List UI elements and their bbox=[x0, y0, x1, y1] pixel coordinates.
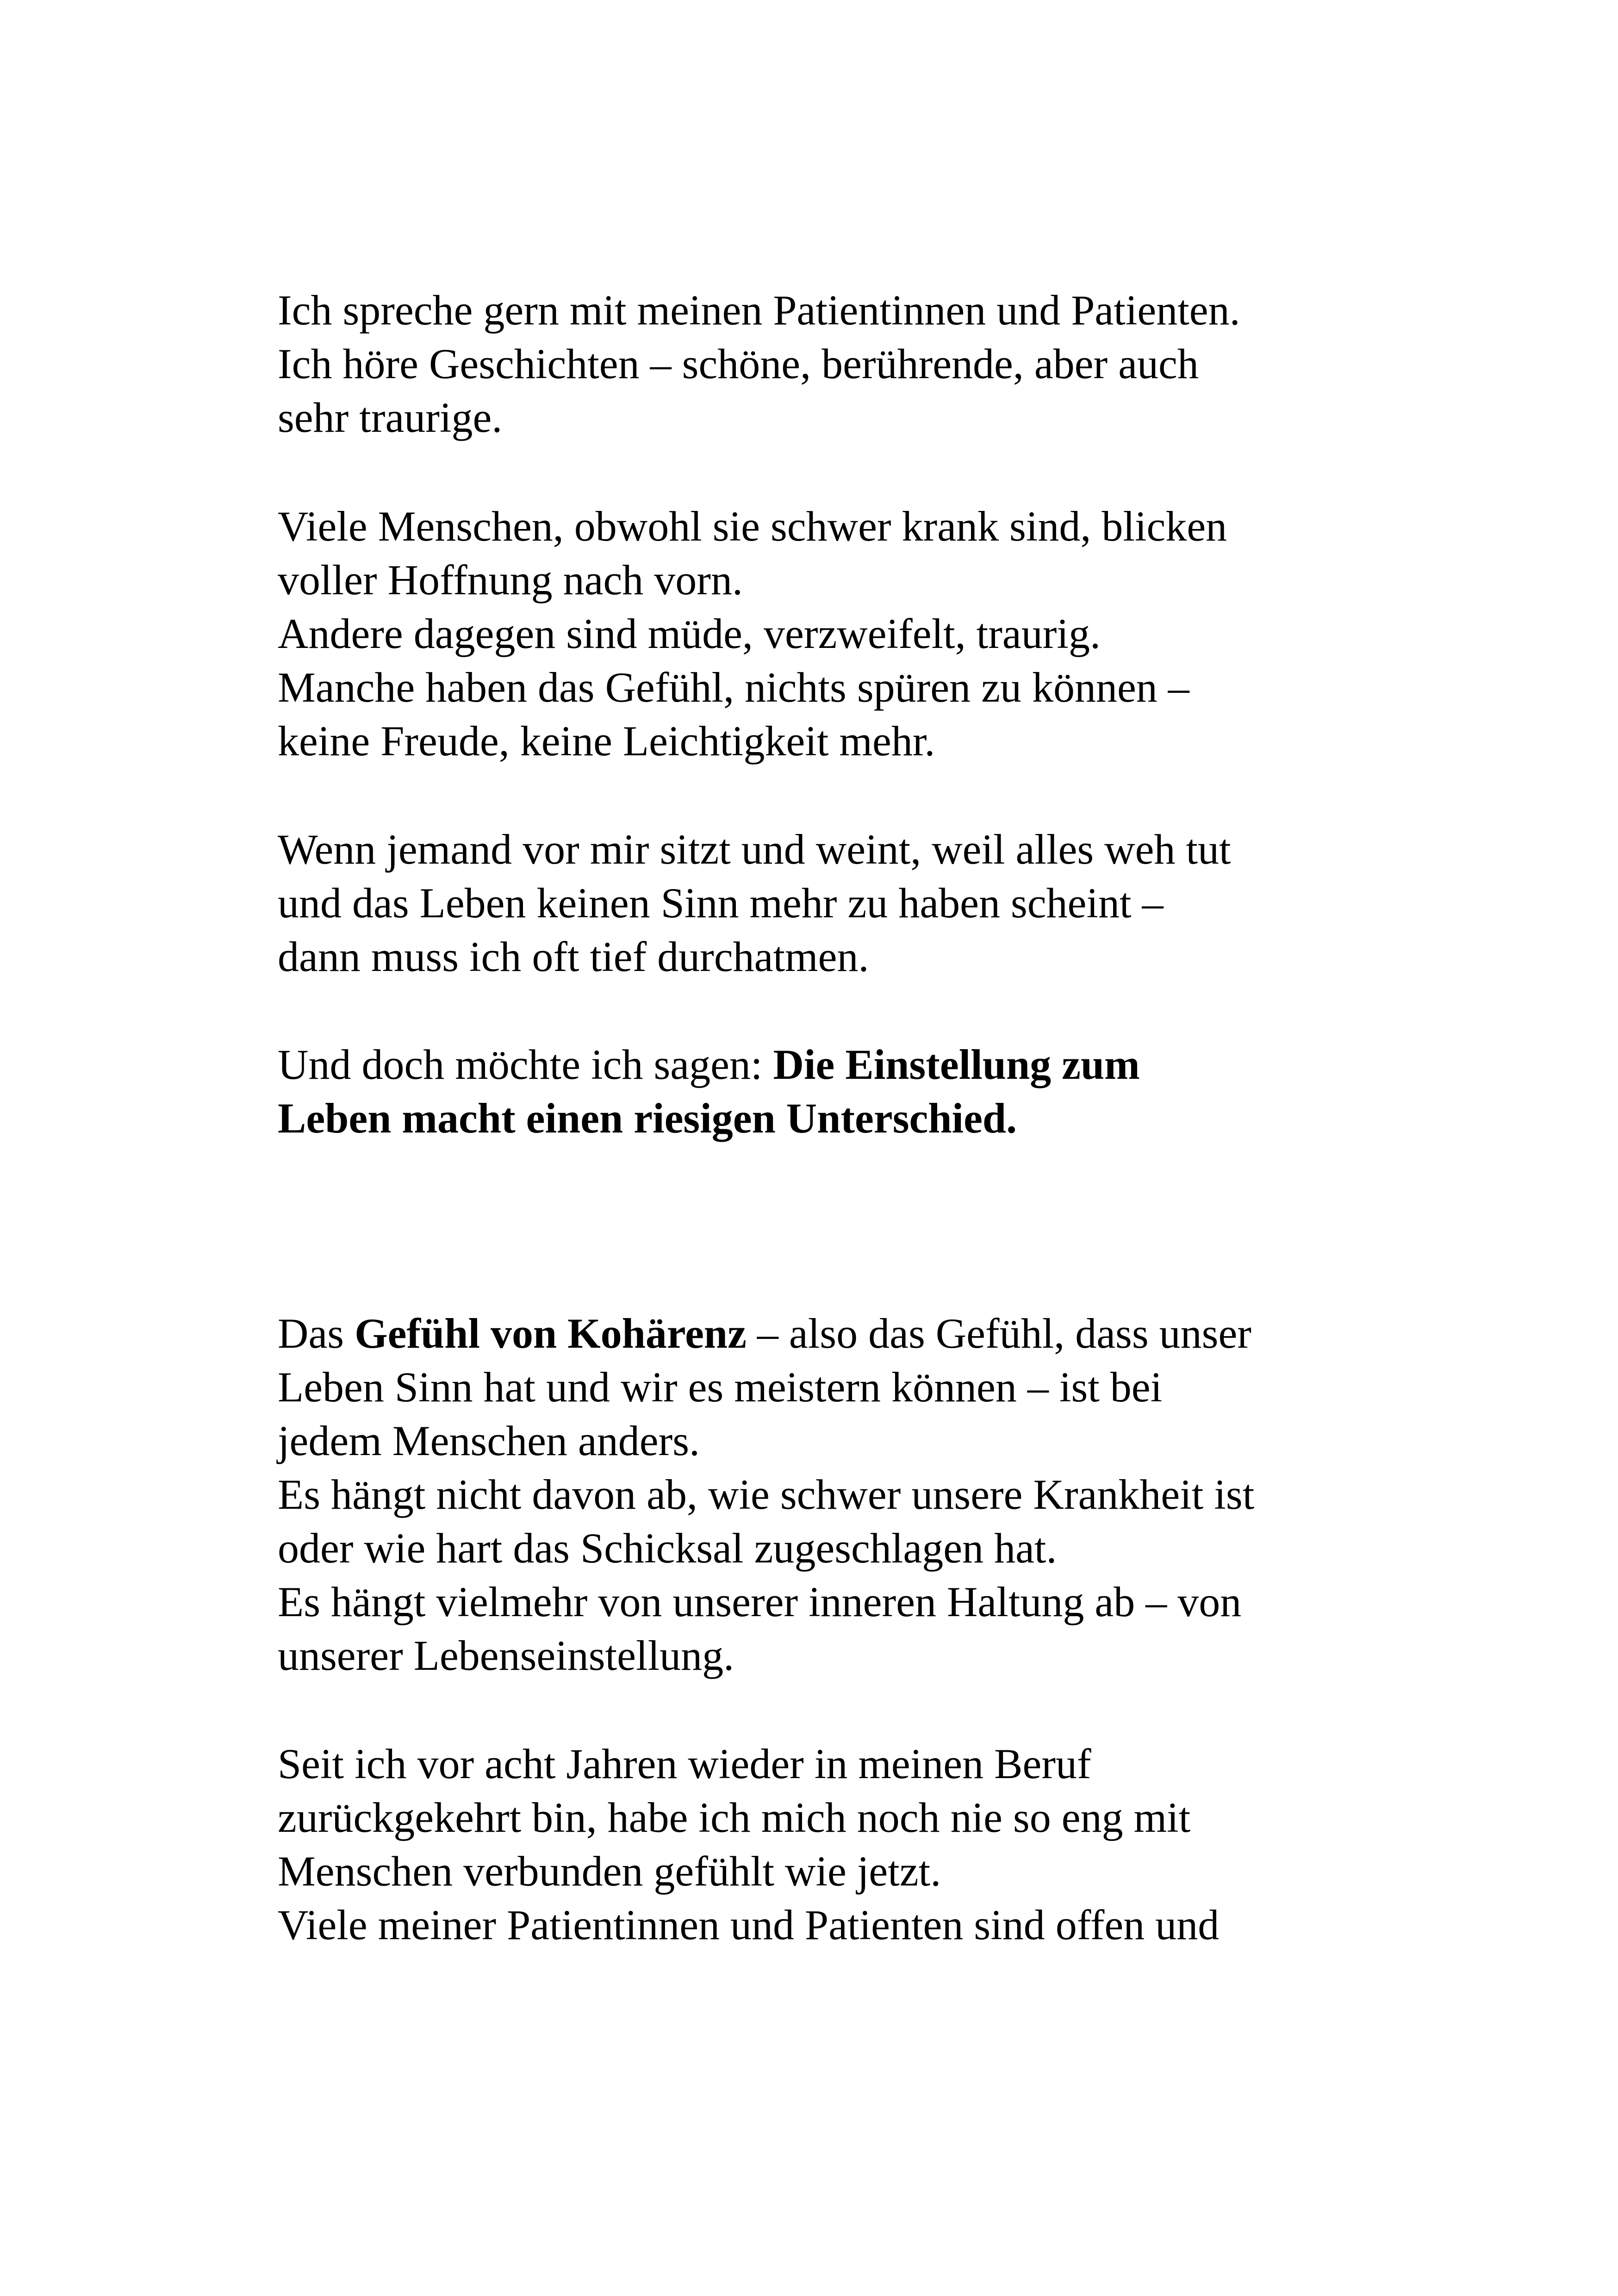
bold-emphasis: Die Einstellung zum bbox=[773, 1041, 1140, 1088]
text-line: und das Leben keinen Sinn mehr zu haben scheint – bbox=[278, 879, 1164, 927]
text-line: Andere dagegen sind müde, verzweifelt, traurig. bbox=[278, 610, 1101, 657]
text-line bbox=[278, 1307, 1481, 1360]
text-line: Ich spreche gern mit meinen Patientinnen und Patienten. bbox=[278, 286, 1240, 334]
bold-emphasis-line: Leben macht einen riesigen Unterschied. bbox=[278, 1095, 1017, 1142]
text-line: Es hängt vielmehr von unserer inneren Haltung ab – von bbox=[278, 1578, 1242, 1625]
text-line: Es hängt nicht davon ab, wie schwer unsere Krankheit ist bbox=[278, 1471, 1255, 1518]
text-line: dann muss ich oft tief durchatmen. bbox=[278, 933, 869, 980]
text-line: Manche haben das Gefühl, nichts spüren zu können – bbox=[278, 664, 1189, 711]
text-line: keine Freude, keine Leichtigkeit mehr. bbox=[278, 717, 935, 765]
paragraph-4 bbox=[278, 1038, 1481, 1145]
text-line: Ich höre Geschichten – schöne, berührende, aber auch bbox=[278, 340, 1199, 387]
regular-text: Und doch möchte ich sagen: bbox=[278, 1041, 773, 1088]
bold-emphasis: Gefühl von Kohärenz bbox=[355, 1310, 747, 1357]
paragraph-6 bbox=[278, 1737, 1481, 1952]
text-line: Leben Sinn hat und wir es meistern können – ist bei bbox=[278, 1363, 1163, 1411]
regular-text: – also das Gefühl, dass unser bbox=[746, 1310, 1251, 1357]
text-line: zurückgekehrt bin, habe ich mich noch nie so eng mit bbox=[278, 1794, 1191, 1841]
paragraph-5 bbox=[278, 1307, 1481, 1682]
text-line: oder wie hart das Schicksal zugeschlagen hat. bbox=[278, 1524, 1057, 1572]
text-line: voller Hoffnung nach vorn. bbox=[278, 556, 743, 604]
text-line: jedem Menschen anders. bbox=[278, 1417, 700, 1464]
paragraph-3 bbox=[278, 822, 1481, 983]
paragraph-2 bbox=[278, 499, 1481, 768]
text-line: Seit ich vor acht Jahren wieder in meinen Beruf bbox=[278, 1740, 1091, 1787]
regular-text: Das bbox=[278, 1310, 355, 1357]
text-line: Viele Menschen, obwohl sie schwer krank sind, blicken bbox=[278, 503, 1227, 550]
paragraph-1 bbox=[278, 283, 1481, 444]
text-line bbox=[278, 1038, 1481, 1091]
text-line: sehr traurige. bbox=[278, 394, 503, 441]
text-line: Menschen verbunden gefühlt wie jetzt. bbox=[278, 1848, 941, 1895]
text-line: Viele meiner Patientinnen und Patienten sind offen und bbox=[278, 1901, 1220, 1948]
text-line: unserer Lebenseinstellung. bbox=[278, 1632, 734, 1679]
text-line: Wenn jemand vor mir sitzt und weint, weil alles weh tut bbox=[278, 826, 1231, 873]
